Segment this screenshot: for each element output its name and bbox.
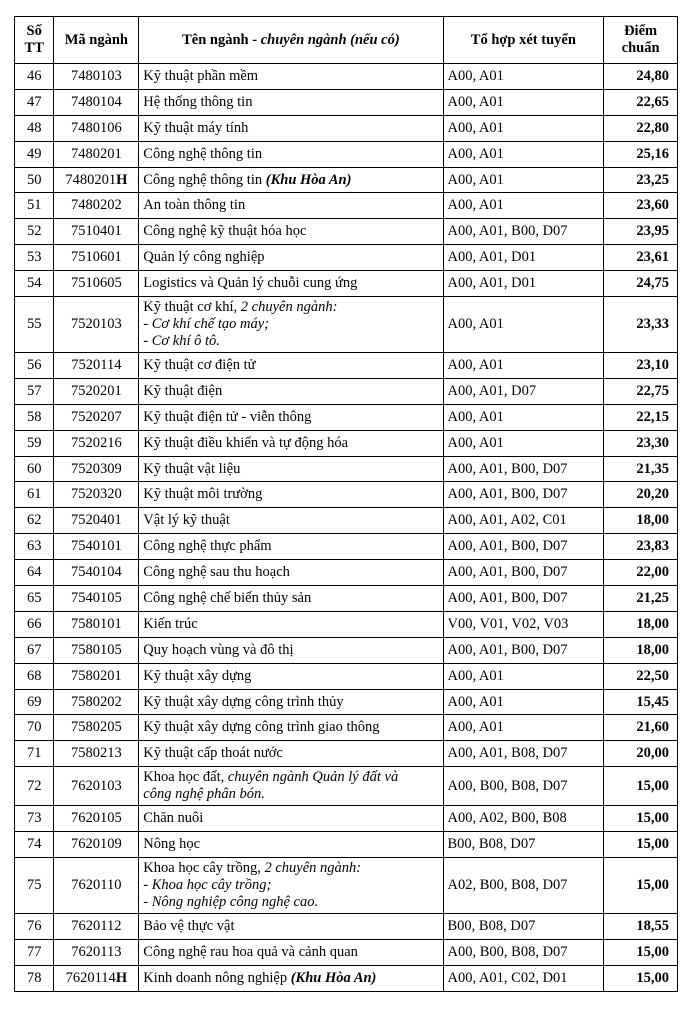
table-row <box>15 482 678 508</box>
cell-code <box>54 767 139 806</box>
cell-name <box>139 297 443 353</box>
cell-combo: A00, A01 <box>443 404 604 430</box>
cell-score: 15,00 <box>604 939 678 965</box>
cell-combo: A00, A01, B00, D07 <box>443 637 604 663</box>
code-number: 7520201 <box>70 382 122 399</box>
cell-stt: 48 <box>15 115 54 141</box>
code-number: 7520216 <box>70 434 122 451</box>
cell-code <box>54 560 139 586</box>
code-number: 7620105 <box>70 810 122 827</box>
header-combo: Tổ hợp xét tuyển <box>443 17 604 64</box>
name-segment: Kỹ thuật môi trường <box>143 486 263 503</box>
table-row <box>15 939 678 965</box>
cell-code <box>54 89 139 115</box>
cell-combo: A00, A01, B08, D07 <box>443 741 604 767</box>
cell-score: 23,83 <box>604 534 678 560</box>
cell-code <box>54 806 139 832</box>
cell-code <box>54 914 139 940</box>
header-code: Mã ngành <box>54 17 139 64</box>
header-row <box>15 17 678 64</box>
code-number: 7520114 <box>71 356 122 373</box>
cell-score: 24,75 <box>604 271 678 297</box>
cell-code <box>54 741 139 767</box>
cell-combo: A00, A01, B00, D07 <box>443 534 604 560</box>
header-name-italic: chuyên ngành (nếu có) <box>260 31 400 48</box>
cell-stt: 61 <box>15 482 54 508</box>
code-number: 7620113 <box>71 943 122 960</box>
name-line <box>143 769 438 786</box>
code-number: 7510605 <box>70 275 122 292</box>
code-number: 7520309 <box>70 460 122 477</box>
table-row <box>15 560 678 586</box>
cell-code <box>54 353 139 379</box>
cell-stt: 49 <box>15 141 54 167</box>
cell-name <box>139 741 443 767</box>
cell-name <box>139 271 443 297</box>
cell-name <box>139 965 443 991</box>
cell-code <box>54 430 139 456</box>
name-segment: Kiến trúc <box>143 615 198 632</box>
code-suffix: H <box>115 969 128 986</box>
cell-stt: 65 <box>15 586 54 612</box>
header-score-line2: chuẩn <box>621 40 660 56</box>
cell-code <box>54 965 139 991</box>
cell-score: 15,00 <box>604 832 678 858</box>
code-number: 7520401 <box>70 512 122 529</box>
code-number: 7620114 <box>65 969 116 986</box>
cell-name <box>139 115 443 141</box>
cell-stt: 46 <box>15 64 54 90</box>
cell-name <box>139 858 443 914</box>
cell-stt: 54 <box>15 271 54 297</box>
name-segment: (Khu Hòa An) <box>265 171 352 188</box>
name-line <box>143 299 438 316</box>
code-number: 7480103 <box>70 67 122 84</box>
cell-code <box>54 534 139 560</box>
name-segment: Kỹ thuật xây dựng công trình giao thông <box>143 719 380 736</box>
cell-name <box>139 689 443 715</box>
cell-stt: 64 <box>15 560 54 586</box>
name-segment: Vật lý kỹ thuật <box>143 512 230 529</box>
cell-combo: A00, A01, D01 <box>443 271 604 297</box>
cell-name <box>139 715 443 741</box>
cell-code <box>54 64 139 90</box>
name-segment: Chăn nuôi <box>143 810 204 827</box>
table-row <box>15 89 678 115</box>
cell-name <box>139 404 443 430</box>
name-segment: Công nghệ thực phẩm <box>143 538 272 555</box>
name-line <box>143 877 438 894</box>
cell-stt: 73 <box>15 806 54 832</box>
cell-stt: 72 <box>15 767 54 806</box>
header-score-line1: Điểm <box>624 23 658 39</box>
code-number: 7520320 <box>70 486 122 503</box>
header-score <box>604 17 678 64</box>
cell-score: 22,65 <box>604 89 678 115</box>
table-row <box>15 637 678 663</box>
cell-code <box>54 637 139 663</box>
code-number: 7480106 <box>70 119 122 136</box>
cell-combo: A00, A01, B00, D07 <box>443 219 604 245</box>
header-stt <box>15 17 54 64</box>
cell-combo: A00, A01 <box>443 689 604 715</box>
name-segment: Kỹ thuật cơ điện tử <box>143 356 256 373</box>
cell-combo: A02, B00, B08, D07 <box>443 858 604 914</box>
name-segment: - Khoa học cây trồng; <box>143 877 272 894</box>
cell-name <box>139 586 443 612</box>
cell-combo: A00, A01, B00, D07 <box>443 482 604 508</box>
cell-combo: A00, A01, B00, D07 <box>443 456 604 482</box>
cell-score: 18,00 <box>604 637 678 663</box>
cell-score: 22,00 <box>604 560 678 586</box>
code-number: 7620112 <box>71 917 122 934</box>
cell-code <box>54 586 139 612</box>
name-segment: Công nghệ thông tin <box>143 171 266 188</box>
cell-code <box>54 832 139 858</box>
header-name <box>139 17 443 64</box>
cell-stt: 75 <box>15 858 54 914</box>
name-segment: Kỹ thuật vật liệu <box>143 460 241 477</box>
cell-stt: 71 <box>15 741 54 767</box>
cell-name <box>139 219 443 245</box>
code-number: 7480104 <box>70 93 122 110</box>
name-segment: Khoa học cây trồng, <box>143 860 265 877</box>
cell-code <box>54 456 139 482</box>
table-row <box>15 404 678 430</box>
cell-stt: 74 <box>15 832 54 858</box>
cell-combo: A00, A01 <box>443 89 604 115</box>
name-segment: 2 chuyên ngành: <box>264 860 362 877</box>
cell-stt: 52 <box>15 219 54 245</box>
cell-score: 23,61 <box>604 245 678 271</box>
code-number: 7620109 <box>70 836 122 853</box>
code-number: 7580205 <box>70 719 122 736</box>
cell-score: 23,33 <box>604 297 678 353</box>
name-segment: Kỹ thuật cơ khí, <box>143 299 241 316</box>
code-number: 7540101 <box>70 538 122 555</box>
code-number: 7580101 <box>70 615 122 632</box>
cell-combo: A00, A01 <box>443 715 604 741</box>
table-row <box>15 353 678 379</box>
cell-score: 15,00 <box>604 806 678 832</box>
cell-code <box>54 167 139 193</box>
name-segment: công nghệ phân bón. <box>143 786 265 803</box>
code-number: 7540105 <box>70 589 122 606</box>
cell-score: 23,60 <box>604 193 678 219</box>
cell-stt: 60 <box>15 456 54 482</box>
cell-code <box>54 482 139 508</box>
cell-combo: A00, A01 <box>443 353 604 379</box>
table-row <box>15 378 678 404</box>
table-row <box>15 245 678 271</box>
cell-score: 21,25 <box>604 586 678 612</box>
table-row <box>15 965 678 991</box>
name-segment: chuyên ngành Quản lý đất và <box>227 769 399 786</box>
cell-score: 15,45 <box>604 689 678 715</box>
cell-combo: A00, A01 <box>443 167 604 193</box>
cell-name <box>139 611 443 637</box>
name-segment: Kỹ thuật điện <box>143 382 223 399</box>
cell-combo: A00, A01 <box>443 115 604 141</box>
cell-stt: 63 <box>15 534 54 560</box>
name-segment: Kỹ thuật cấp thoát nước <box>143 745 283 762</box>
table-row <box>15 715 678 741</box>
cell-combo: A00, B00, B08, D07 <box>443 939 604 965</box>
cell-combo: A00, A01, B00, D07 <box>443 560 604 586</box>
table-row <box>15 297 678 353</box>
cell-score: 20,20 <box>604 482 678 508</box>
cell-code <box>54 508 139 534</box>
header-stt-line1: Số <box>26 23 42 39</box>
cell-combo: A00, A01, D01 <box>443 245 604 271</box>
cell-combo: B00, B08, D07 <box>443 832 604 858</box>
cell-code <box>54 141 139 167</box>
cell-combo: A00, A01 <box>443 297 604 353</box>
table-row <box>15 508 678 534</box>
name-segment: Kỹ thuật xây dựng <box>143 667 252 684</box>
cell-name <box>139 560 443 586</box>
cell-name <box>139 806 443 832</box>
cell-name <box>139 939 443 965</box>
table-row <box>15 806 678 832</box>
name-segment: Kỹ thuật phần mềm <box>143 67 259 84</box>
cell-name <box>139 89 443 115</box>
cell-code <box>54 115 139 141</box>
name-segment: Bảo vệ thực vật <box>143 917 235 934</box>
cell-stt: 53 <box>15 245 54 271</box>
code-number: 7480201 <box>70 145 122 162</box>
cell-combo: V00, V01, V02, V03 <box>443 611 604 637</box>
cell-combo: A00, A01 <box>443 430 604 456</box>
cell-name <box>139 508 443 534</box>
cell-name <box>139 832 443 858</box>
cell-name <box>139 534 443 560</box>
cell-code <box>54 939 139 965</box>
cell-stt: 78 <box>15 965 54 991</box>
cell-name <box>139 378 443 404</box>
cell-name <box>139 167 443 193</box>
cell-code <box>54 297 139 353</box>
cell-score: 23,25 <box>604 167 678 193</box>
cell-score: 22,50 <box>604 663 678 689</box>
cell-score: 20,00 <box>604 741 678 767</box>
name-segment: Quy hoạch vùng và đô thị <box>143 641 294 658</box>
cell-code <box>54 245 139 271</box>
admission-score-table <box>14 16 678 992</box>
cell-stt: 58 <box>15 404 54 430</box>
name-segment: - Cơ khí ô tô. <box>143 333 220 350</box>
cell-combo: A00, A02, B00, B08 <box>443 806 604 832</box>
cell-combo: A00, A01 <box>443 193 604 219</box>
cell-name <box>139 64 443 90</box>
cell-name <box>139 353 443 379</box>
cell-combo: A00, A01, B00, D07 <box>443 586 604 612</box>
name-segment: Công nghệ thông tin <box>143 145 263 162</box>
cell-score: 23,30 <box>604 430 678 456</box>
cell-stt: 59 <box>15 430 54 456</box>
code-number: 7520103 <box>70 316 122 333</box>
cell-code <box>54 193 139 219</box>
name-segment: - Nông nghiệp công nghệ cao. <box>143 894 319 911</box>
table-row <box>15 115 678 141</box>
name-segment: Hệ thống thông tin <box>143 93 253 110</box>
name-segment: 2 chuyên ngành: <box>240 299 338 316</box>
table-row <box>15 914 678 940</box>
cell-score: 18,55 <box>604 914 678 940</box>
cell-combo: A00, B00, B08, D07 <box>443 767 604 806</box>
cell-score: 15,00 <box>604 767 678 806</box>
code-number: 7580105 <box>70 641 122 658</box>
cell-code <box>54 858 139 914</box>
table-row <box>15 858 678 914</box>
cell-score: 21,35 <box>604 456 678 482</box>
cell-score: 15,00 <box>604 965 678 991</box>
code-number: 7580201 <box>70 667 122 684</box>
cell-stt: 77 <box>15 939 54 965</box>
table-row <box>15 64 678 90</box>
name-line <box>143 786 438 803</box>
code-number: 7480201 <box>65 171 117 188</box>
name-segment: Công nghệ sau thu hoạch <box>143 564 290 581</box>
code-number: 7510601 <box>70 249 122 266</box>
cell-name <box>139 141 443 167</box>
cell-name <box>139 456 443 482</box>
cell-combo: A00, A01 <box>443 64 604 90</box>
name-line <box>143 894 438 911</box>
cell-score: 15,00 <box>604 858 678 914</box>
name-line <box>143 860 438 877</box>
name-segment: Quản lý công nghiệp <box>143 249 265 266</box>
table-row <box>15 741 678 767</box>
cell-name <box>139 637 443 663</box>
name-segment: An toàn thông tin <box>143 197 246 214</box>
cell-stt: 47 <box>15 89 54 115</box>
table-row <box>15 141 678 167</box>
code-number: 7620110 <box>71 877 122 894</box>
cell-stt: 62 <box>15 508 54 534</box>
cell-stt: 55 <box>15 297 54 353</box>
name-segment: Logistics và Quản lý chuỗi cung ứng <box>143 275 358 292</box>
cell-code <box>54 689 139 715</box>
cell-code <box>54 663 139 689</box>
cell-score: 25,16 <box>604 141 678 167</box>
name-segment: Công nghệ kỹ thuật hóa học <box>143 223 307 240</box>
name-line <box>143 333 438 350</box>
cell-name <box>139 482 443 508</box>
table-row <box>15 193 678 219</box>
table-row <box>15 663 678 689</box>
table-row <box>15 832 678 858</box>
cell-code <box>54 404 139 430</box>
cell-stt: 50 <box>15 167 54 193</box>
table-row <box>15 611 678 637</box>
code-number: 7620103 <box>70 777 122 794</box>
name-segment: Kỹ thuật điện tử - viễn thông <box>143 408 312 425</box>
table-row <box>15 430 678 456</box>
cell-name <box>139 663 443 689</box>
name-segment: (Khu Hòa An) <box>290 969 377 986</box>
cell-stt: 68 <box>15 663 54 689</box>
cell-score: 24,80 <box>604 64 678 90</box>
cell-code <box>54 378 139 404</box>
cell-stt: 70 <box>15 715 54 741</box>
header-stt-line2: TT <box>24 40 44 56</box>
cell-stt: 69 <box>15 689 54 715</box>
cell-name <box>139 767 443 806</box>
cell-code <box>54 219 139 245</box>
cell-stt: 66 <box>15 611 54 637</box>
table-row <box>15 219 678 245</box>
cell-stt: 56 <box>15 353 54 379</box>
code-number: 7510401 <box>70 223 122 240</box>
code-suffix: H <box>116 171 128 188</box>
table-row <box>15 586 678 612</box>
cell-score: 22,75 <box>604 378 678 404</box>
cell-stt: 76 <box>15 914 54 940</box>
cell-combo: A00, A01 <box>443 663 604 689</box>
cell-score: 22,80 <box>604 115 678 141</box>
name-segment: Khoa học đất, <box>143 769 228 786</box>
name-segment: Kỹ thuật máy tính <box>143 119 249 136</box>
cell-stt: 51 <box>15 193 54 219</box>
name-segment: Kỹ thuật điều khiển và tự động hóa <box>143 434 349 451</box>
table-row <box>15 456 678 482</box>
code-number: 7580202 <box>70 693 122 710</box>
cell-stt: 67 <box>15 637 54 663</box>
cell-score: 23,95 <box>604 219 678 245</box>
code-number: 7580213 <box>70 745 122 762</box>
table-row <box>15 534 678 560</box>
cell-combo: A00, A01, D07 <box>443 378 604 404</box>
table-row <box>15 167 678 193</box>
table-row <box>15 271 678 297</box>
cell-stt: 57 <box>15 378 54 404</box>
name-segment: Nông học <box>143 836 201 853</box>
cell-name <box>139 430 443 456</box>
cell-score: 21,60 <box>604 715 678 741</box>
cell-score: 22,15 <box>604 404 678 430</box>
name-segment: - Cơ khí chế tạo máy; <box>143 316 270 333</box>
header-name-plain: Tên ngành - <box>182 31 261 48</box>
cell-name <box>139 245 443 271</box>
table-body <box>15 64 678 992</box>
table-row <box>15 689 678 715</box>
cell-score: 23,10 <box>604 353 678 379</box>
cell-code <box>54 271 139 297</box>
cell-combo: B00, B08, D07 <box>443 914 604 940</box>
cell-combo: A00, A01, C02, D01 <box>443 965 604 991</box>
cell-score: 18,00 <box>604 611 678 637</box>
table-row <box>15 767 678 806</box>
cell-code <box>54 611 139 637</box>
code-number: 7540104 <box>70 564 122 581</box>
name-segment: Kinh doanh nông nghiệp <box>143 969 291 986</box>
code-number: 7480202 <box>70 197 122 214</box>
name-line <box>143 316 438 333</box>
cell-code <box>54 715 139 741</box>
cell-score: 18,00 <box>604 508 678 534</box>
cell-name <box>139 914 443 940</box>
cell-name <box>139 193 443 219</box>
name-segment: Công nghệ rau hoa quả và cảnh quan <box>143 943 358 960</box>
cell-combo: A00, A01 <box>443 141 604 167</box>
name-segment: Kỹ thuật xây dựng công trình thủy <box>143 693 344 710</box>
code-number: 7520207 <box>70 408 122 425</box>
cell-combo: A00, A01, A02, C01 <box>443 508 604 534</box>
name-segment: Công nghệ chế biến thủy sản <box>143 589 312 606</box>
